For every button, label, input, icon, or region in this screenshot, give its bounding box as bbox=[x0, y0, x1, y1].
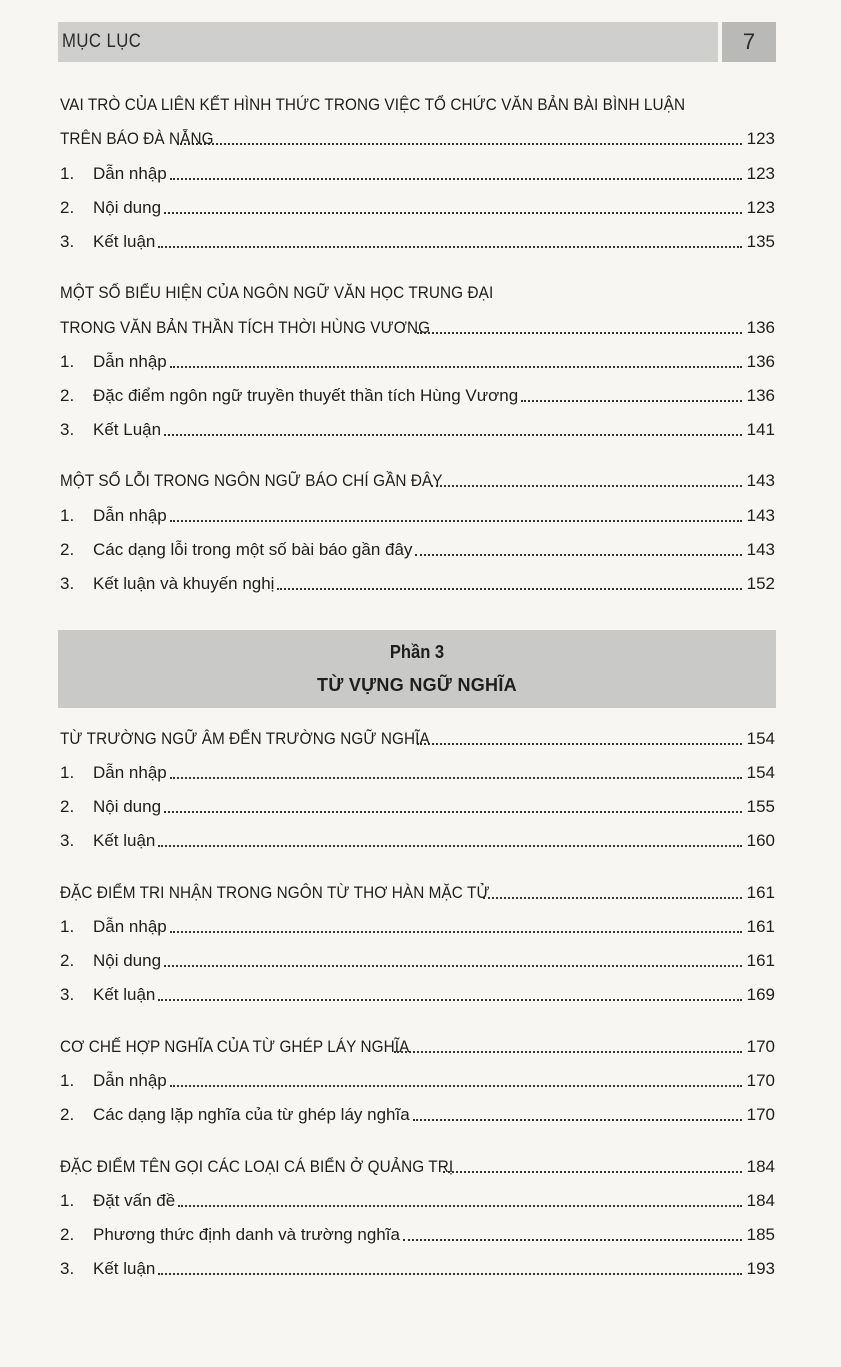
toc-entry-title: Nội dung bbox=[93, 198, 162, 217]
dot-leader bbox=[521, 399, 742, 402]
dot-leader bbox=[164, 964, 742, 967]
toc-page-number: 160 bbox=[746, 831, 775, 850]
toc-entry-title: Phương thức định danh và trường nghĩa bbox=[93, 1225, 400, 1244]
toc-page-number: 136 bbox=[746, 318, 775, 337]
toc-entry-title: Kết luận và khuyến nghị bbox=[93, 574, 275, 593]
page-number: 7 bbox=[742, 29, 756, 54]
toc-page-number: 123 bbox=[746, 129, 775, 148]
toc-entry-number: 2. bbox=[60, 1105, 75, 1124]
toc-entry-title: Dẫn nhập bbox=[93, 917, 167, 936]
toc-entry-number: 1. bbox=[60, 352, 75, 371]
toc-entry-number: 2. bbox=[60, 198, 75, 217]
toc-entry-number: 3. bbox=[60, 831, 75, 850]
toc-page-number: 143 bbox=[746, 540, 775, 559]
toc-entry[interactable] bbox=[60, 792, 775, 818]
toc-page-number: 185 bbox=[746, 1225, 775, 1244]
dot-leader bbox=[417, 742, 742, 745]
toc-entry[interactable] bbox=[60, 501, 775, 527]
dot-leader bbox=[415, 553, 742, 556]
toc-page-number: 161 bbox=[746, 951, 775, 970]
toc-heading-title: CƠ CHẾ HỢP NGHĨA CỦA TỪ GHÉP LÁY NGHĨA bbox=[60, 1037, 410, 1056]
toc-page-number: 193 bbox=[746, 1259, 775, 1278]
toc-page-number: 170 bbox=[746, 1071, 775, 1090]
toc-heading-entry[interactable] bbox=[60, 724, 775, 750]
dot-leader bbox=[158, 844, 742, 847]
toc-entry-number: 2. bbox=[60, 797, 75, 816]
dot-leader bbox=[158, 1272, 742, 1275]
toc-entry-number: 1. bbox=[60, 164, 75, 183]
toc-entry[interactable] bbox=[60, 826, 775, 852]
toc-heading-entry[interactable] bbox=[60, 1152, 775, 1178]
toc-entry[interactable] bbox=[60, 159, 775, 185]
toc-entry-title: Các dạng lỗi trong một số bài báo gần đây bbox=[93, 540, 413, 559]
toc-entry-title: Kết luận bbox=[93, 831, 156, 850]
toc-heading-entry[interactable] bbox=[60, 1032, 775, 1058]
toc-heading-entry[interactable] bbox=[60, 124, 775, 150]
part-title: TỪ VỰNG NGỮ NGHĨA bbox=[317, 675, 517, 695]
toc-page-number: 141 bbox=[746, 420, 775, 439]
toc-entry[interactable] bbox=[60, 1066, 775, 1092]
dot-leader bbox=[170, 365, 742, 368]
toc-entry-title: Nội dung bbox=[93, 951, 162, 970]
toc-entry[interactable] bbox=[60, 535, 775, 561]
dot-leader bbox=[158, 245, 742, 248]
toc-entry[interactable] bbox=[60, 946, 775, 972]
toc-page-number: 184 bbox=[746, 1191, 775, 1210]
dot-leader bbox=[170, 930, 742, 933]
toc-page-number: 170 bbox=[746, 1105, 775, 1124]
dot-leader bbox=[164, 433, 742, 436]
dot-leader bbox=[403, 1238, 742, 1241]
dot-leader bbox=[431, 484, 742, 487]
toc-heading-title: ĐẶC ĐIỂM TÊN GỌI CÁC LOẠI CÁ BIỂN Ở QUẢNG TRỊ bbox=[60, 1157, 454, 1176]
toc-heading-title: MỘT SỐ LỖI TRONG NGÔN NGỮ BÁO CHÍ GẦN ĐÂY bbox=[60, 471, 443, 490]
toc-heading-title: MỘT SỐ BIỂU HIỆN CỦA NGÔN NGỮ VĂN HỌC TRUNG ĐẠI bbox=[60, 283, 494, 302]
dot-leader bbox=[443, 1170, 742, 1173]
toc-entry[interactable] bbox=[60, 1254, 775, 1280]
toc-heading-entry[interactable] bbox=[60, 313, 775, 339]
toc-entry[interactable] bbox=[60, 1100, 775, 1126]
toc-entry-number: 3. bbox=[60, 985, 75, 1004]
toc-entry-title: Dẫn nhập bbox=[93, 763, 167, 782]
toc-page-number: 135 bbox=[746, 232, 775, 251]
toc-entry[interactable] bbox=[60, 980, 775, 1006]
toc-entry-number: 1. bbox=[60, 917, 75, 936]
toc-page-number: 161 bbox=[746, 883, 775, 902]
toc-heading-title: TỪ TRƯỜNG NGỮ ÂM ĐẾN TRƯỜNG NGỮ NGHĨA bbox=[60, 729, 430, 748]
toc-page-number: 154 bbox=[746, 763, 775, 782]
toc-page-number: 154 bbox=[746, 729, 775, 748]
toc-entry-number: 1. bbox=[60, 1071, 75, 1090]
toc-entry[interactable] bbox=[60, 347, 775, 373]
toc-page-number: 152 bbox=[746, 574, 775, 593]
toc-heading-entry[interactable] bbox=[60, 466, 775, 492]
toc-page-number: 123 bbox=[746, 164, 775, 183]
toc-entry-number: 2. bbox=[60, 540, 75, 559]
toc-page-number: 161 bbox=[746, 917, 775, 936]
toc-entry[interactable] bbox=[60, 758, 775, 784]
toc-page-number: 184 bbox=[746, 1157, 775, 1176]
dot-leader bbox=[483, 896, 742, 899]
part-label: Phần 3 bbox=[389, 642, 445, 662]
toc-entry[interactable] bbox=[60, 193, 775, 219]
toc-entry[interactable] bbox=[60, 381, 775, 407]
toc-entry-number: 1. bbox=[60, 1191, 75, 1210]
toc-heading-line[interactable] bbox=[60, 278, 775, 304]
dot-leader bbox=[178, 1204, 742, 1207]
toc-entry-title: Dẫn nhập bbox=[93, 164, 167, 183]
toc-entry-number: 3. bbox=[60, 574, 75, 593]
toc-heading-title: TRÊN BÁO ĐÀ NẴNG bbox=[60, 129, 214, 148]
page-header-title: MỤC LỤC bbox=[62, 31, 142, 52]
toc-entry-title: Đặc điểm ngôn ngữ truyền thuyết thần tích Hùng Vương bbox=[93, 386, 519, 405]
toc-entry-number: 3. bbox=[60, 232, 75, 251]
toc-page-number: 136 bbox=[746, 386, 775, 405]
dot-leader bbox=[170, 177, 742, 180]
toc-entry-number: 3. bbox=[60, 1259, 75, 1278]
toc-entry-title: Nội dung bbox=[93, 797, 162, 816]
toc-page-number: 123 bbox=[746, 198, 775, 217]
header-bar bbox=[58, 22, 718, 62]
toc-entry-number: 3. bbox=[60, 420, 75, 439]
toc-entry-title: Dẫn nhập bbox=[93, 506, 167, 525]
toc-page-number: 155 bbox=[746, 797, 775, 816]
toc-page-number: 143 bbox=[746, 471, 775, 490]
toc-heading-line[interactable] bbox=[60, 90, 775, 116]
toc-entry-title: Kết luận bbox=[93, 985, 156, 1004]
toc-entry[interactable] bbox=[60, 1186, 775, 1212]
dot-leader bbox=[170, 519, 742, 522]
toc-entry[interactable] bbox=[60, 569, 775, 595]
dot-leader bbox=[164, 810, 742, 813]
toc-entry-title: Dẫn nhập bbox=[93, 352, 167, 371]
dot-leader bbox=[177, 142, 743, 145]
toc-entry[interactable] bbox=[60, 1220, 775, 1246]
toc-page-number: 169 bbox=[746, 985, 775, 1004]
toc-entry-title: Kết luận bbox=[93, 1259, 156, 1278]
toc-entry-number: 2. bbox=[60, 951, 75, 970]
toc-entry-title: Kết Luận bbox=[93, 420, 162, 439]
dot-leader bbox=[277, 587, 742, 590]
toc-entry-title: Dẫn nhập bbox=[93, 1071, 167, 1090]
toc-page-number: 136 bbox=[746, 352, 775, 371]
toc-entry-title: Đặt vấn đề bbox=[93, 1191, 176, 1210]
toc-entry-title: Kết luận bbox=[93, 232, 156, 251]
toc-entry[interactable] bbox=[60, 415, 775, 441]
dot-leader bbox=[170, 1084, 742, 1087]
toc-heading-entry[interactable] bbox=[60, 878, 775, 904]
toc-entry-number: 1. bbox=[60, 506, 75, 525]
dot-leader bbox=[158, 998, 742, 1001]
dot-leader bbox=[394, 1050, 742, 1053]
toc-entry[interactable] bbox=[60, 912, 775, 938]
dot-leader bbox=[417, 331, 742, 334]
dot-leader bbox=[413, 1118, 742, 1121]
toc-heading-title: VAI TRÒ CỦA LIÊN KẾT HÌNH THỨC TRONG VIỆC TỔ CHỨC VĂN BẢN BÀI BÌNH LUẬN bbox=[60, 95, 686, 114]
toc-entry-title: Các dạng lặp nghĩa của từ ghép láy nghĩa bbox=[93, 1105, 410, 1124]
toc-entry-number: 2. bbox=[60, 386, 75, 405]
dot-leader bbox=[170, 776, 742, 779]
toc-entry-number: 1. bbox=[60, 763, 75, 782]
toc-page-number: 143 bbox=[746, 506, 775, 525]
toc-heading-title: ĐẶC ĐIỂM TRI NHẬN TRONG NGÔN TỪ THƠ HÀN MẶC TỬ bbox=[60, 883, 490, 902]
toc-heading-title: TRONG VĂN BẢN THẦN TÍCH THỜI HÙNG VƯƠNG bbox=[60, 318, 431, 337]
toc-entry-number: 2. bbox=[60, 1225, 75, 1244]
toc-entry[interactable] bbox=[60, 227, 775, 253]
toc-page-number: 170 bbox=[746, 1037, 775, 1056]
dot-leader bbox=[164, 211, 742, 214]
